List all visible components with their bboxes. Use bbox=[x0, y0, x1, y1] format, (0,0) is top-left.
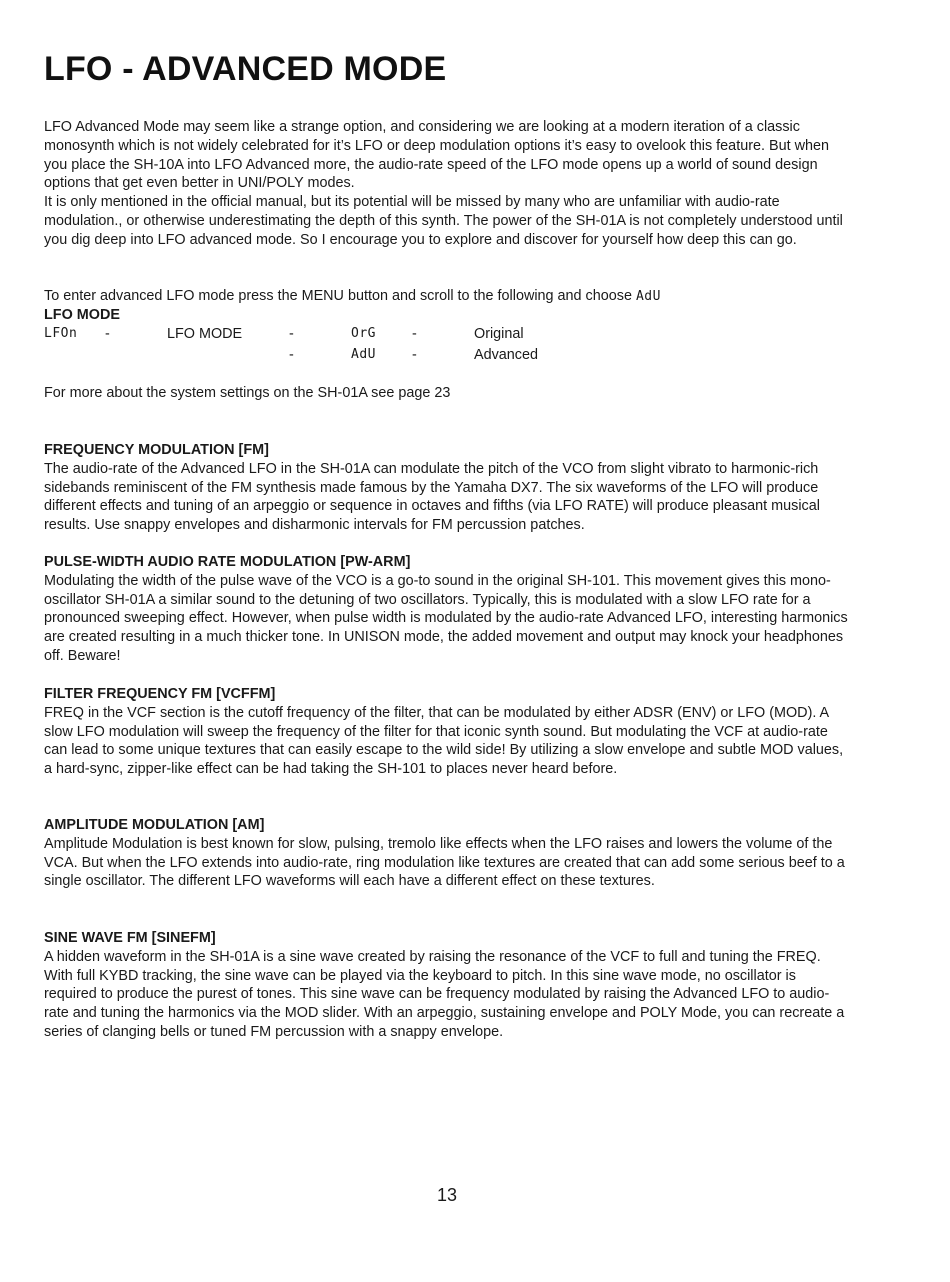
section-pw-arm bbox=[44, 553, 850, 666]
section-fm bbox=[44, 441, 850, 535]
lfo-mode-row bbox=[44, 326, 850, 345]
lfo-mode-heading: LFO MODE bbox=[44, 307, 120, 323]
enter-instructions bbox=[44, 287, 850, 307]
section-heading: PULSE-WIDTH AUDIO RATE MODULATION [PW-ARM] bbox=[44, 554, 411, 570]
section-body: A hidden waveform in the SH-01A is a sine wave created by raising the resonance of the VCF to full and tuning the FREQ. With full KYBD tracking, the sine wave can be played via the keyboard to pitch. In this sine wave mode, no oscillator is required to produce the purest of tones. This sine wave can be frequency modulated by raising the Advanced LFO to audio-rate and tuning the harmonics via the MOD slider. With an arpeggio, sustaining envelope and POLY Mode, you can recreate a series of clanging bells or tuned FM percussion with a snappy envelope. bbox=[44, 948, 845, 1040]
dash: - bbox=[412, 326, 417, 342]
dash: - bbox=[289, 347, 294, 363]
intro-paragraph-2: It is only mentioned in the official manual, but its potential will be missed by many who are unfamiliar with audio-rate modulation., or otherwise underestimating the depth of this synth. The power of the SH-01A is not completely understood until you dig deep into LFO advanced mode. So I encourage you to explore and discover for yourself how deep this can go. bbox=[44, 194, 843, 248]
section-heading: FREQUENCY MODULATION [FM] bbox=[44, 442, 269, 458]
lcd-value-code: AdU bbox=[351, 346, 376, 363]
dash: - bbox=[105, 326, 110, 342]
section-heading: SINE WAVE FM [SINEFM] bbox=[44, 930, 216, 946]
setting-name: LFO MODE bbox=[167, 326, 243, 342]
dash: - bbox=[289, 326, 294, 342]
enter-text: To enter advanced LFO mode press the MENU button and scroll to the following and choose bbox=[44, 288, 632, 304]
intro-block bbox=[44, 118, 850, 250]
page-title: LFO - ADVANCED MODE bbox=[44, 50, 447, 88]
section-body: The audio-rate of the Advanced LFO in the SH-01A can modulate the pitch of the VCO from slight vibrato to harmonic-rich sidebands reminiscent of the FM synthesis made famous by the Yamaha DX7. The six waveforms of the LFO will produce different effects and tuning of an arpeggio or sequence in octaves and fifths (via LFO RATE) will produce pleasant musical results. Use snappy envelopes and disharmonic intervals for FM percussion patches. bbox=[44, 460, 820, 534]
section-vcffm bbox=[44, 685, 850, 779]
intro-paragraph-1: LFO Advanced Mode may seem like a strange option, and considering we are looking at a modern iteration of a classic monosynth which is not widely celebrated for it’s LFO or deep modulation options it’s easy to ovelook this feature. But when you place the SH-10A into LFO Advanced more, the audio-rate speed of the LFO mode opens up a world of sound design options that get even better in UNI/POLY modes. bbox=[44, 119, 829, 192]
section-body: FREQ in the VCF section is the cutoff frequency of the filter, that can be modulated by either ADSR (ENV) or LFO (MOD). A slow LFO modulation will sweep the frequency of the filter for that iconic synth sound. But modulating the VCF at audio-rate can lead to some unique textures that can easily escape to the wild side! By utilizing a slow envelope and subtle MOD values, a hard-sync, zipper-like effect can be had taking the SH-101 to places never heard before. bbox=[44, 704, 844, 778]
page-number: 13 bbox=[436, 1185, 458, 1205]
see-also-note: For more about the system settings on the SH-01A see page 23 bbox=[44, 385, 451, 401]
lfo-mode-row bbox=[44, 347, 850, 366]
lcd-value-code: OrG bbox=[351, 325, 376, 342]
section-body: Modulating the width of the pulse wave of the VCO is a go-to sound in the original SH-101. This movement gives this mono-oscillator SH-01A a similar sound to the detuning of two oscillators. Typically, this is modulated with a slow LFO rate for a pronounced sweeping effect. However, when pulse width is modulated by the audio-rate Advanced LFO, interesting harmonics are created resulting in a much thicker tone. In UNISON mode, the added movement and output may knock your headphones off. Beware! bbox=[44, 572, 848, 664]
section-body: Amplitude Modulation is best known for slow, pulsing, tremolo like effects when the LFO raises and lowers the volume of the VCA. But when the LFO extends into audio-rate, ring modulation like textures are created that can add some serious beef to a single oscillator. The different LFO waveforms will each have a different effect on these textures. bbox=[44, 835, 845, 890]
value-label: Advanced bbox=[474, 347, 539, 363]
section-heading: AMPLITUDE MODULATION [AM] bbox=[44, 817, 265, 833]
dash: - bbox=[412, 347, 417, 363]
value-label: Original bbox=[474, 326, 524, 342]
lcd-code-adv: AdU bbox=[635, 288, 661, 305]
section-am bbox=[44, 816, 850, 891]
section-sinefm bbox=[44, 929, 850, 1042]
lcd-code: LFOn bbox=[44, 325, 78, 342]
section-heading: FILTER FREQUENCY FM [VCFFM] bbox=[44, 686, 276, 702]
